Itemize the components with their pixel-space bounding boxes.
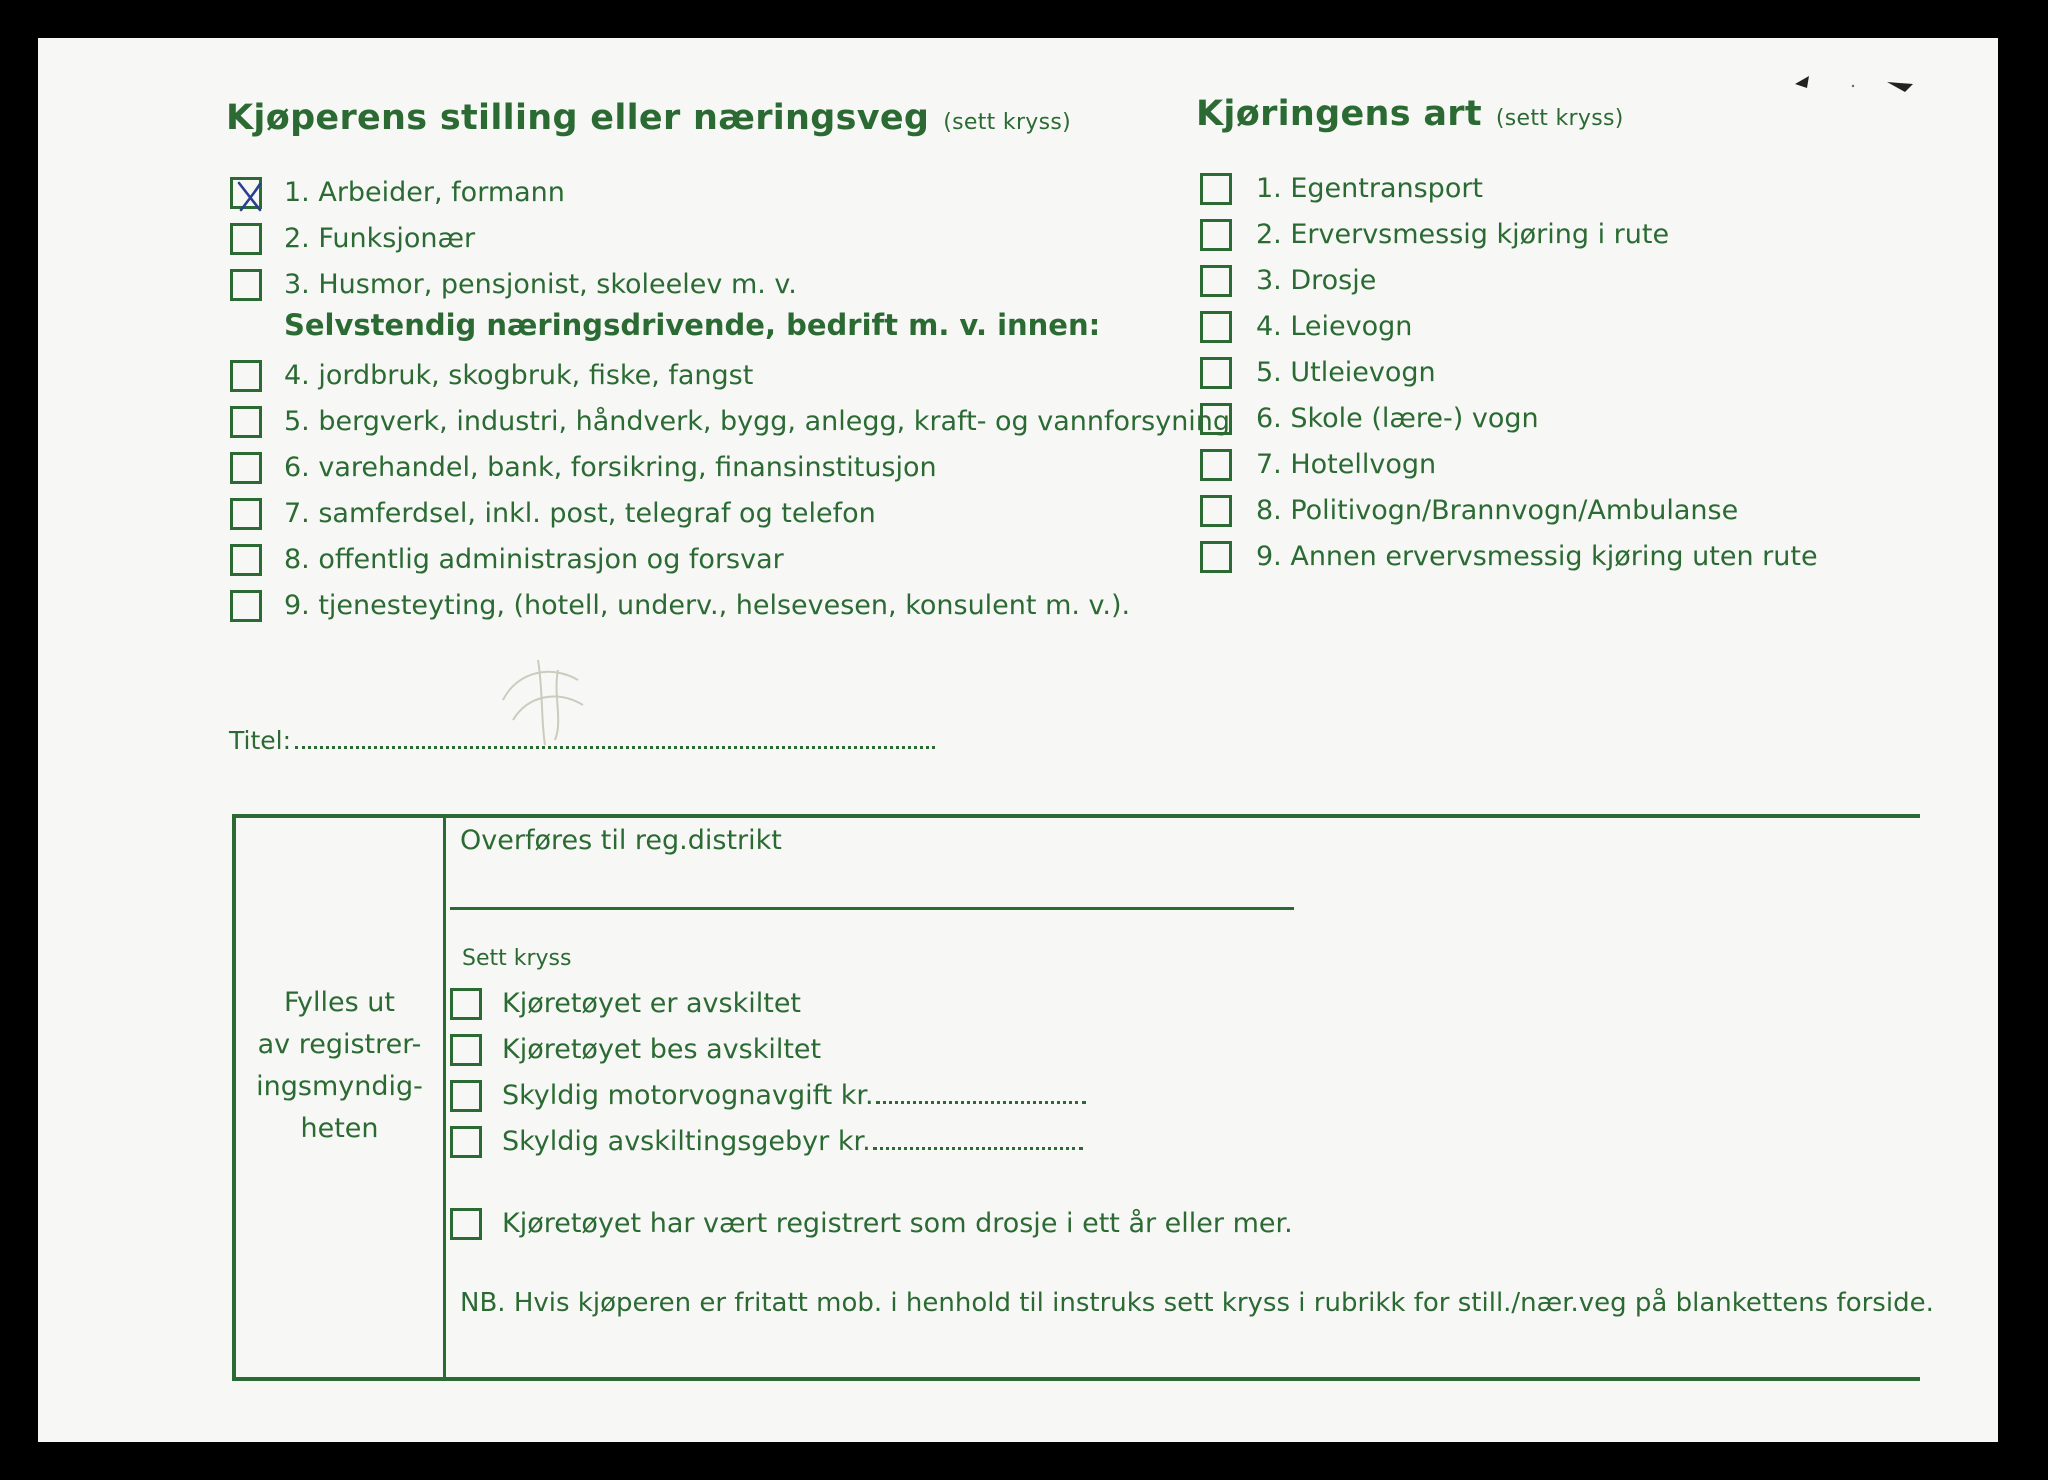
- registry-label-4: Skyldig avskiltingsgebyr kr.: [502, 1126, 871, 1157]
- checkbox-driving-3[interactable]: [1200, 265, 1232, 297]
- driving-label-1: 1. Egentransport: [1256, 173, 1484, 204]
- title-field-label: Titel:: [229, 726, 291, 755]
- checkbox-driving-2[interactable]: [1200, 219, 1232, 251]
- checkbox-occupation-6[interactable]: [230, 452, 262, 484]
- occupation-label-7: 7. samferdsel, inkl. post, telegraf og telefon: [284, 498, 876, 529]
- checkbox-occupation-4[interactable]: [230, 360, 262, 392]
- title-field[interactable]: [229, 726, 935, 755]
- pen-cross-mark-icon: [233, 180, 265, 212]
- transfer-district-text: Overføres til reg.distrikt: [460, 825, 782, 856]
- checkbox-registry-4[interactable]: [450, 1126, 482, 1158]
- deregister-fee-amount-line[interactable]: [873, 1129, 1083, 1150]
- buyer-occupation-note: (sett kryss): [943, 110, 1072, 135]
- checkbox-driving-6[interactable]: [1200, 403, 1232, 435]
- vehicle-tax-amount-line[interactable]: [876, 1083, 1086, 1104]
- occupation-label-5: 5. bergverk, industri, håndverk, bygg, anlegg, kraft- og vannforsyning: [284, 406, 1231, 437]
- driving-label-5: 5. Utleievogn: [1256, 357, 1436, 388]
- checkbox-driving-5[interactable]: [1200, 357, 1232, 389]
- self-employed-subheading: Selvstendig næringsdrivende, bedrift m. v. innen:: [284, 308, 1101, 342]
- registry-authority-cell: [236, 982, 443, 1150]
- occupation-label-4: 4. jordbruk, skogbruk, fiske, fangst: [284, 360, 754, 391]
- checkbox-occupation-9[interactable]: [230, 590, 262, 622]
- sett-kryss-label: Sett kryss: [462, 946, 572, 971]
- driving-type-note: (sett kryss): [1495, 106, 1624, 131]
- driving-label-9: 9. Annen ervervsmessig kjøring uten rute: [1256, 541, 1818, 572]
- ink-speck-icon: [1793, 68, 1933, 108]
- occupation-label-3: 3. Husmor, pensjonist, skoleelev m. v.: [284, 269, 797, 300]
- driving-type-title-text: Kjøringens art: [1196, 94, 1482, 134]
- registry-frame-bottom: [232, 1377, 1920, 1381]
- checkbox-registry-5[interactable]: [450, 1208, 482, 1240]
- checkbox-driving-8[interactable]: [1200, 495, 1232, 527]
- checkbox-occupation-8[interactable]: [230, 544, 262, 576]
- checkbox-occupation-1[interactable]: [230, 177, 262, 209]
- checkbox-driving-7[interactable]: [1200, 449, 1232, 481]
- driving-label-3: 3. Drosje: [1256, 265, 1377, 296]
- registry-cell-line-4: heten: [300, 1113, 379, 1144]
- registry-label-2: Kjøretøyet bes avskiltet: [502, 1034, 822, 1065]
- occupation-label-9: 9. tjenesteyting, (hotell, underv., helsevesen, konsulent m. v.).: [284, 590, 1131, 621]
- checkbox-registry-3[interactable]: [450, 1080, 482, 1112]
- occupation-label-1: 1. Arbeider, formann: [284, 177, 565, 208]
- checkbox-occupation-5[interactable]: [230, 406, 262, 438]
- buyer-occupation-title: [226, 98, 1071, 138]
- registry-label-3: Skyldig motorvognavgift kr.: [502, 1080, 874, 1111]
- driving-type-title: [1196, 94, 1624, 134]
- checkbox-registry-1[interactable]: [450, 988, 482, 1020]
- driving-label-6: 6. Skole (lære-) vogn: [1256, 403, 1539, 434]
- registry-cell-line-1: Fylles ut: [284, 987, 395, 1018]
- checkbox-driving-1[interactable]: [1200, 173, 1232, 205]
- checkbox-registry-2[interactable]: [450, 1034, 482, 1066]
- registry-label-5: Kjøretøyet har vært registrert som drosje i ett år eller mer.: [502, 1208, 1293, 1239]
- registry-label-1: Kjøretøyet er avskiltet: [502, 988, 802, 1019]
- transfer-district-input-line[interactable]: [450, 907, 1294, 910]
- registry-frame-divider: [443, 814, 446, 1377]
- checkbox-driving-4[interactable]: [1200, 311, 1232, 343]
- checkbox-occupation-2[interactable]: [230, 223, 262, 255]
- driving-label-2: 2. Ervervsmessig kjøring i rute: [1256, 219, 1670, 250]
- buyer-occupation-title-text: Kjøperens stilling eller næringsveg: [226, 98, 930, 138]
- nb-instruction-text: NB. Hvis kjøperen er fritatt mob. i henhold til instruks sett kryss i rubrikk for still./nær.veg på blankettens forside.: [460, 1288, 1934, 1318]
- checkbox-occupation-3[interactable]: [230, 269, 262, 301]
- title-field-dotted-line[interactable]: [295, 726, 935, 749]
- registry-cell-line-3: ingsmyndig-: [256, 1071, 423, 1102]
- occupation-label-2: 2. Funksjonær: [284, 223, 476, 254]
- driving-label-4: 4. Leievogn: [1256, 311, 1413, 342]
- occupation-label-8: 8. offentlig administrasjon og forsvar: [284, 544, 784, 575]
- occupation-label-6: 6. varehandel, bank, forsikring, finansinstitusjon: [284, 452, 937, 483]
- driving-label-7: 7. Hotellvogn: [1256, 449, 1437, 480]
- registry-cell-line-2: av registrer-: [257, 1029, 422, 1060]
- checkbox-occupation-7[interactable]: [230, 498, 262, 530]
- registry-frame-top: [232, 814, 1920, 818]
- driving-label-8: 8. Politivogn/Brannvogn/Ambulanse: [1256, 495, 1739, 526]
- checkbox-driving-9[interactable]: [1200, 541, 1232, 573]
